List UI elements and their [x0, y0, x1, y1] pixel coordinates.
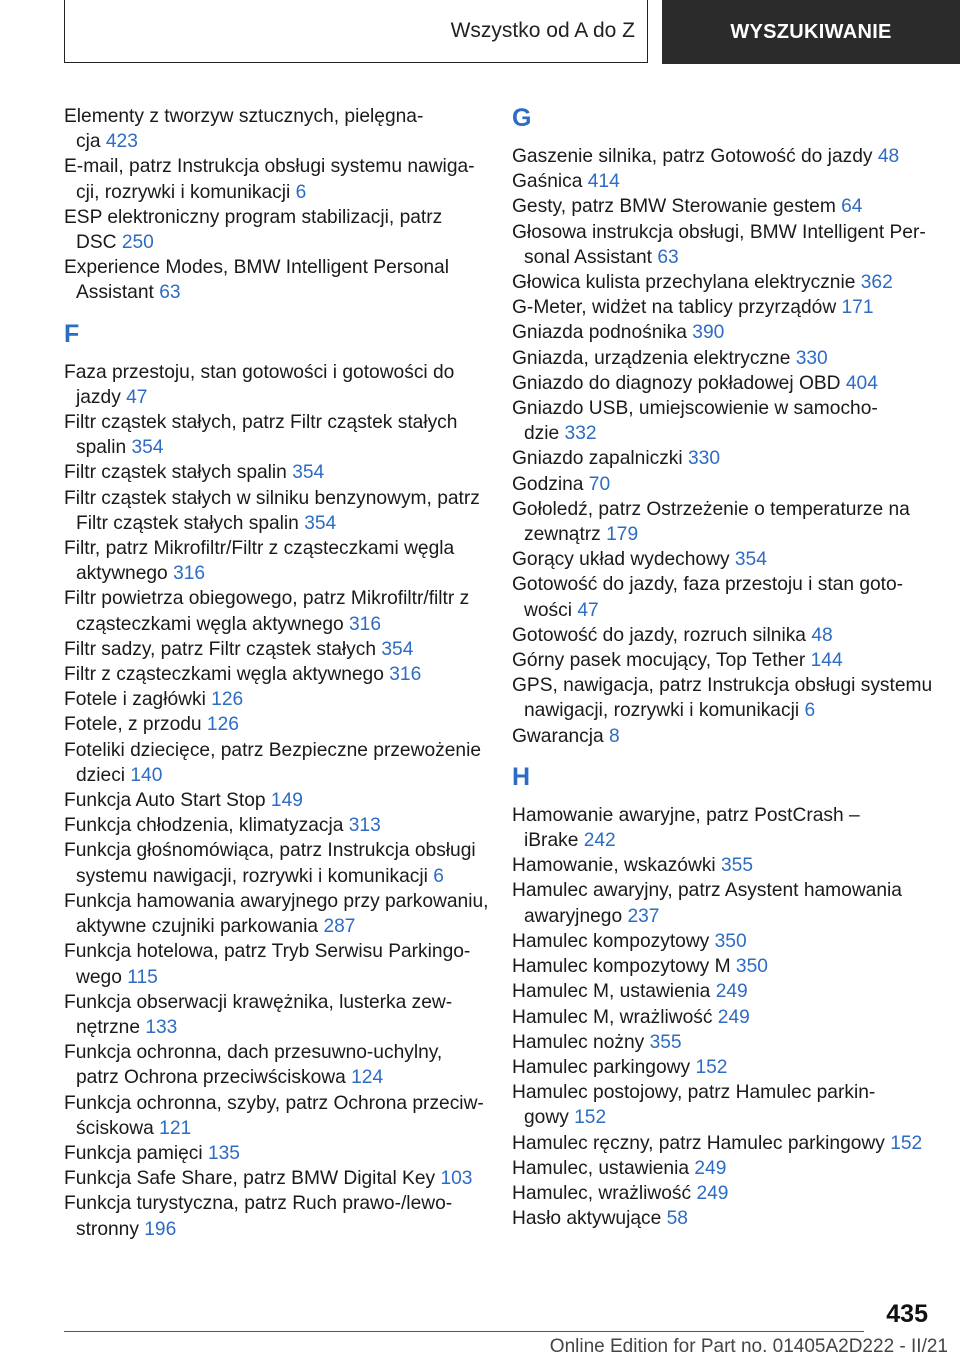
page-link[interactable]: 355: [721, 855, 754, 877]
page-link[interactable]: 135: [207, 1142, 240, 1164]
index-entry: [512, 979, 932, 1004]
page-link[interactable]: 133: [145, 1016, 178, 1038]
entry-text: Foteliki dziecięce, patrz Bezpieczne przewożenie: [64, 739, 482, 761]
page-link[interactable]: 330: [687, 448, 720, 470]
entry-text: Gotowość do jazdy, faza przestoju i stan goto-: [512, 574, 904, 596]
index-entry: [64, 104, 484, 154]
page-link[interactable]: 63: [657, 246, 679, 268]
entry-text: Hamulec parkingowy: [512, 1056, 696, 1078]
entry-text: Funkcja ochronna, dach przesuwno-uchylny,: [64, 1042, 443, 1064]
index-entry: [512, 803, 932, 853]
page-link[interactable]: 140: [130, 764, 163, 786]
page-link[interactable]: 354: [381, 638, 414, 660]
index-entry: [512, 1181, 932, 1206]
entry-text: Hamulec kompozytowy: [512, 930, 715, 952]
entry-text: Filtr sadzy, patrz Filtr cząstek stałych: [64, 638, 382, 660]
index-entry: [512, 547, 932, 572]
index-entry: [512, 472, 932, 497]
index-entry: [512, 878, 932, 928]
index-entry: [64, 712, 484, 737]
entry-text: G-Meter, widżet na tablicy przyrządów: [512, 297, 842, 319]
page-link[interactable]: 58: [666, 1208, 688, 1230]
index-entry: [512, 220, 932, 270]
entry-text: Hamulec kompozytowy M: [512, 956, 736, 978]
page-link[interactable]: 354: [304, 512, 337, 534]
entry-text: Funkcja ochronna, szyby, patrz Ochrona przeciw-: [64, 1092, 484, 1114]
header: [0, 0, 960, 66]
page-link[interactable]: 48: [877, 146, 900, 167]
entry-text: GPS, nawigacja, patrz Instrukcja obsługi systemu: [512, 675, 933, 697]
section-letter: G: [512, 104, 532, 132]
index-entry: [64, 1191, 484, 1241]
entry-text: Gorący układ wydechowy: [512, 549, 735, 571]
page-link[interactable]: 237: [627, 905, 660, 927]
entry-text: Filtr z cząsteczkami węgla aktywnego: [64, 664, 390, 686]
entry-text: wego: [76, 966, 128, 988]
index-entry: [64, 255, 484, 305]
page-link[interactable]: 47: [577, 599, 599, 621]
entry-text: Hasło aktywujące: [512, 1208, 667, 1230]
index-entry: [64, 687, 484, 712]
entry-text: Hamulec nożny: [512, 1031, 650, 1053]
entry-text: Gniazda, urządzenia elektryczne: [512, 347, 796, 369]
page-link[interactable]: 330: [795, 347, 828, 369]
entry-text: Filtr cząstek stałych w silniku benzynowym, patrz: [64, 487, 480, 509]
entry-text: Funkcja chłodzenia, klimatyzacja: [64, 815, 349, 837]
page-link[interactable]: 6: [433, 865, 444, 887]
entry-text: gowy: [524, 1107, 575, 1129]
entry-text: Filtr, patrz Mikrofiltr/Filtr z cząsteczkami węgla: [64, 538, 455, 560]
page-link[interactable]: 250: [121, 232, 154, 254]
footer-edition: Online Edition for Part no. 01405A2D222 - II/21: [549, 1336, 948, 1357]
entry-text: Hamulec ręczny, patrz Hamulec parkingowy: [512, 1132, 891, 1154]
page-link[interactable]: 6: [295, 181, 307, 203]
page-link[interactable]: 196: [144, 1218, 177, 1240]
index-entry: [64, 1141, 484, 1166]
entry-text: ściskowa: [76, 1117, 160, 1139]
entry-text: patrz Ochrona przeciwściskowa: [76, 1067, 352, 1089]
page-link[interactable]: 350: [714, 930, 747, 952]
index-entry: [512, 270, 932, 295]
page-link[interactable]: 103: [440, 1168, 473, 1190]
entry-text: dzieci: [76, 764, 131, 786]
index-entry: [512, 194, 932, 219]
page-link[interactable]: 152: [574, 1107, 607, 1129]
index-entry: [64, 889, 489, 939]
page-link[interactable]: 423: [105, 131, 138, 153]
page-link[interactable]: 354: [292, 462, 325, 484]
page-link[interactable]: 404: [845, 372, 878, 394]
entry-text: Filtr cząstek stałych spalin: [76, 512, 305, 534]
index-entry: [512, 346, 932, 371]
page-link[interactable]: 171: [841, 297, 874, 319]
page-link[interactable]: 47: [126, 386, 148, 408]
index-entry: [512, 929, 932, 954]
entry-text: stronny: [76, 1218, 145, 1240]
index-entry: [64, 536, 484, 586]
entry-text: Gwarancja: [512, 725, 610, 747]
index-entry: [512, 295, 932, 320]
page-link[interactable]: 63: [159, 282, 181, 304]
entry-text: Funkcja hamowania awaryjnego przy parkowaniu,: [64, 890, 489, 912]
page-link[interactable]: 249: [694, 1157, 727, 1179]
entry-text: Hamowanie, wskazówki: [512, 855, 722, 877]
entry-text: Hamulec M, ustawienia: [512, 981, 716, 1003]
entry-text: Filtr cząstek stałych, patrz Filtr cząstek stałych: [64, 412, 458, 434]
index-entry: [512, 371, 932, 396]
index-entry: [512, 1055, 932, 1080]
index-entry: [512, 1030, 932, 1055]
entry-text: jazdy: [76, 386, 127, 408]
entry-text: Godzina: [512, 473, 589, 495]
index-entry: [64, 1091, 484, 1141]
page-link[interactable]: 144: [810, 650, 843, 672]
entry-text: Fotele, z przodu: [64, 714, 207, 736]
entry-text: Hamulec postojowy, patrz Hamulec parkin-: [512, 1082, 876, 1104]
section-letter: H: [512, 762, 531, 791]
index-entry: [512, 623, 932, 648]
index-entry: [64, 788, 484, 813]
entry-text: Gaśnica: [512, 171, 588, 193]
entry-text: spalin: [76, 437, 132, 459]
page-link[interactable]: 249: [696, 1182, 729, 1204]
tab-index-a-z[interactable]: Wszystko od A do Z: [64, 0, 648, 63]
entry-text: Funkcja turystyczna, patrz Ruch prawo-/lewo-: [64, 1193, 453, 1215]
page-link[interactable]: 6: [804, 700, 816, 722]
entry-text: Funkcja hotelowa, patrz Tryb Serwisu Parkingo-: [64, 941, 471, 963]
page-link[interactable]: 126: [211, 689, 244, 711]
index-entry: [64, 586, 484, 636]
index-entry: [512, 446, 932, 471]
entry-text: Hamulec, wrażliwość: [512, 1182, 697, 1204]
index-entry: [64, 486, 484, 536]
entry-text: Fotele i zagłówki: [64, 689, 212, 711]
page-link[interactable]: 354: [131, 437, 164, 459]
page-link[interactable]: 115: [127, 966, 158, 988]
entry-text: awaryjnego: [524, 905, 628, 927]
entry-text: wości: [524, 599, 578, 621]
index-entry: [64, 154, 484, 204]
entry-text: Gniazdo zapalniczki: [512, 448, 688, 470]
index-entry: [512, 1005, 932, 1030]
index-entry: [512, 396, 932, 446]
index-entry: [512, 1131, 932, 1156]
entry-text: Faza przestoju, stan gotowości i gotowości do: [64, 361, 455, 383]
entry-text: Gotowość do jazdy, rozruch silnika: [512, 624, 812, 646]
entry-text: Gaszenie silnika, patrz Gotowość do jazdy: [512, 146, 878, 167]
entry-text: zewnątrz: [524, 524, 607, 546]
page-link[interactable]: 332: [564, 423, 597, 445]
index-column-right: [512, 104, 932, 1231]
entry-text: DSC: [76, 232, 122, 254]
index-entry: [512, 320, 932, 345]
page-number: 435: [886, 1300, 928, 1328]
page-link[interactable]: 414: [587, 171, 620, 193]
entry-text: Górny pasek mocujący, Top Tether: [512, 650, 811, 672]
page-link[interactable]: 126: [206, 714, 239, 736]
entry-text: Głowica kulista przechylana elektrycznie: [512, 272, 861, 294]
entry-text: Gołoledź, patrz Ostrzeżenie o temperaturze na: [512, 498, 910, 520]
index-entry: [512, 1156, 932, 1181]
index-entry: [64, 738, 484, 788]
entry-text: Hamowanie awaryjne, patrz PostCrash –: [512, 804, 860, 826]
entry-text: Funkcja pamięci: [64, 1142, 208, 1164]
entry-text: nętrzne: [76, 1016, 146, 1038]
index-entry: [512, 673, 932, 723]
entry-text: ESP elektroniczny program stabilizacji, patrz: [64, 206, 443, 228]
index-entry: [512, 144, 932, 169]
entry-text: Gniazdo USB, umiejscowienie w samocho-: [512, 398, 878, 420]
page-link[interactable]: 64: [841, 196, 863, 218]
page-link[interactable]: 313: [348, 815, 381, 837]
entry-text: Elementy z tworzyw sztucznych, pielęgna-: [64, 106, 424, 127]
index-column-left: [64, 104, 489, 1242]
page-link[interactable]: 149: [270, 790, 303, 812]
page-link[interactable]: 48: [811, 624, 833, 646]
index-entry: [64, 1166, 484, 1191]
entry-text: Hamulec awaryjny, patrz Asystent hamowania: [512, 880, 902, 902]
entry-text: nawigacji, rozrywki i komunikacji: [524, 700, 805, 722]
entry-text: Funkcja głośnomówiąca, patrz Instrukcja obsługi: [64, 840, 476, 862]
page-link[interactable]: 316: [173, 563, 206, 585]
entry-text: aktywne czujniki parkowania: [76, 916, 324, 938]
entry-text: E-mail, patrz Instrukcja obsługi systemu nawiga-: [64, 156, 475, 178]
entry-text: Gniazda podnośnika: [512, 322, 693, 344]
index-entry: [512, 572, 932, 622]
entry-text: cząsteczkami węgla aktywnego: [76, 613, 350, 635]
index-entry: [512, 853, 932, 878]
index-entry: [512, 1206, 932, 1231]
entry-text: Funkcja obserwacji krawężnika, lusterka zew-: [64, 991, 453, 1013]
page-link[interactable]: 70: [588, 473, 611, 495]
index-entry: [512, 497, 932, 547]
page-link[interactable]: 179: [606, 524, 639, 546]
index-entry: [512, 648, 932, 673]
entry-text: Gesty, patrz BMW Sterowanie gestem: [512, 196, 842, 218]
page-link[interactable]: 242: [583, 830, 616, 852]
index-entry: [64, 939, 484, 989]
entry-text: Hamulec, ustawienia: [512, 1157, 695, 1179]
index-entry: [64, 637, 484, 662]
page-link[interactable]: 316: [389, 664, 422, 686]
entry-text: cja: [76, 131, 106, 153]
tab-search[interactable]: WYSZUKIWANIE: [662, 0, 960, 64]
index-entry: [64, 662, 484, 687]
entry-text: aktywnego: [76, 563, 174, 585]
entry-text: Funkcja Safe Share, patrz BMW Digital Key: [64, 1168, 441, 1190]
entry-text: dzie: [524, 423, 565, 445]
section-letter: F: [64, 319, 80, 348]
entry-text: Funkcja Auto Start Stop: [64, 790, 271, 812]
entry-text: Hamulec M, wrażliwość: [512, 1006, 718, 1028]
page-link[interactable]: 316: [349, 613, 382, 635]
page-link[interactable]: 362: [860, 272, 893, 294]
entry-text: sonal Assistant: [524, 246, 658, 268]
index-entry: [64, 360, 484, 410]
page-link[interactable]: 287: [323, 916, 356, 938]
footer-divider: [64, 1331, 864, 1332]
page-link[interactable]: 355: [649, 1031, 682, 1053]
entry-text: Gniazdo do diagnozy pokładowej OBD: [512, 372, 846, 394]
page-link[interactable]: 249: [717, 1006, 750, 1028]
index-entry: [512, 954, 932, 979]
page-link[interactable]: 152: [890, 1132, 923, 1154]
index-entry: [64, 1040, 484, 1090]
entry-text: Assistant: [76, 282, 160, 304]
page-link[interactable]: 124: [351, 1067, 384, 1089]
entry-text: systemu nawigacji, rozrywki i komunikacji: [76, 865, 434, 887]
index-entry: [64, 410, 484, 460]
index-entry: [512, 169, 932, 194]
page-link[interactable]: 350: [735, 956, 768, 978]
entry-text: Filtr powietrza obiegowego, patrz Mikrofiltr/filtr z: [64, 588, 470, 610]
page-link[interactable]: 8: [609, 725, 620, 747]
page-link[interactable]: 249: [715, 981, 748, 1003]
entry-text: iBrake: [524, 830, 584, 852]
page-link[interactable]: 354: [734, 549, 767, 571]
index-entry: [64, 838, 484, 888]
index-entry: [64, 990, 484, 1040]
page-link[interactable]: 390: [692, 322, 725, 344]
entry-text: Głosowa instrukcja obsługi, BMW Intelligent Per-: [512, 221, 926, 243]
entry-text: cji, rozrywki i komunikacji: [76, 181, 296, 203]
index-entry: [64, 460, 484, 485]
index-entry: [512, 1080, 932, 1130]
page-link[interactable]: 121: [159, 1117, 192, 1139]
index-entry: [64, 205, 484, 255]
index-entry: [512, 724, 932, 749]
entry-text: Filtr cząstek stałych spalin: [64, 462, 293, 484]
entry-text: Experience Modes, BMW Intelligent Personal: [64, 257, 449, 279]
index-entry: [64, 813, 484, 838]
page-link[interactable]: 152: [695, 1056, 728, 1078]
